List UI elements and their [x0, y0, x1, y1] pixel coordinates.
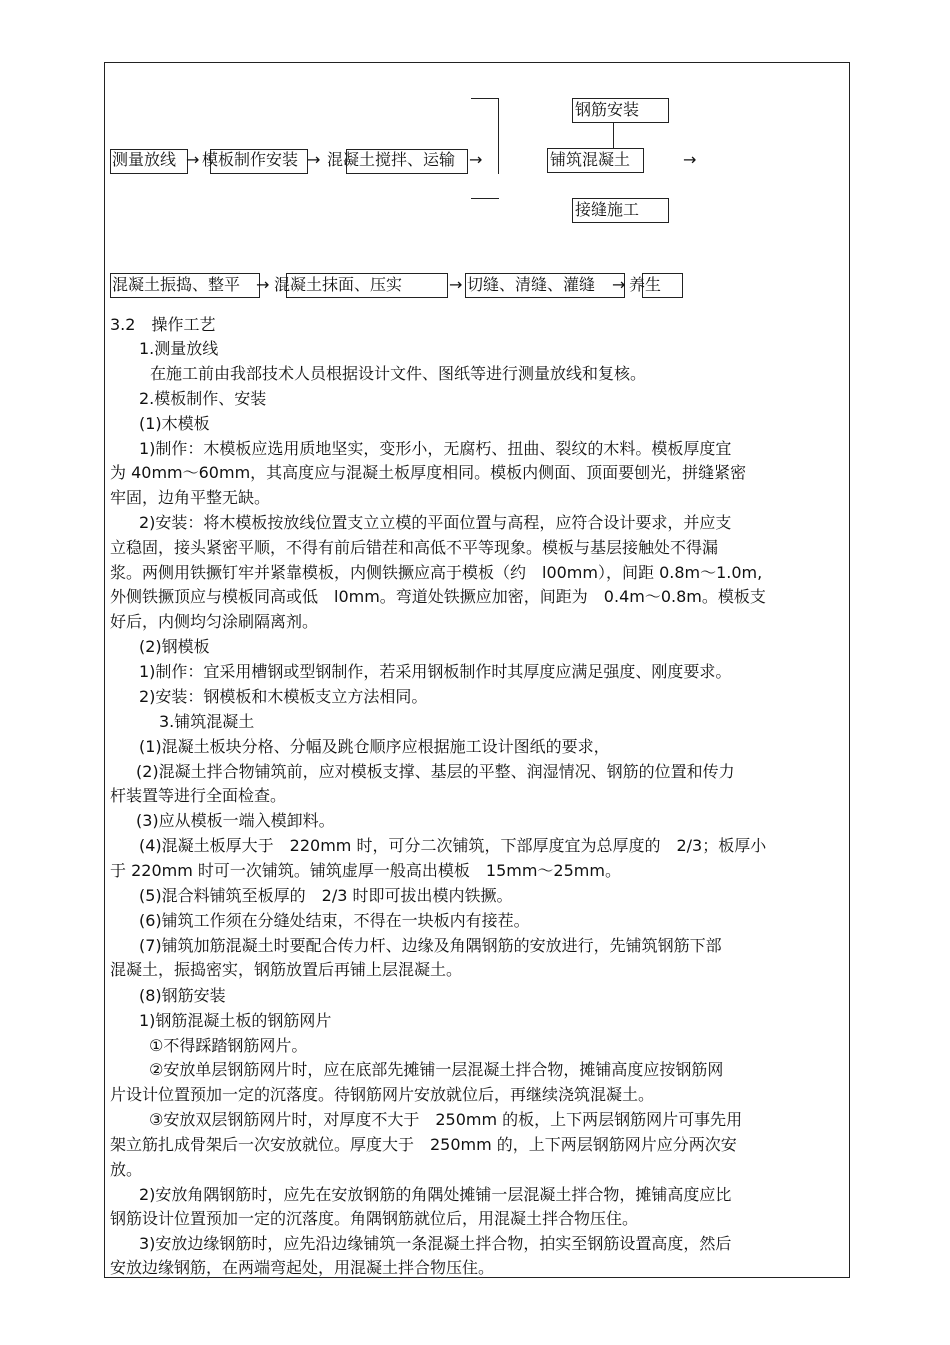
- paragraph-line: 外侧铁撅顶应与模板同高或低 l0mm。弯道处铁撅应加密，间距为 0.4m～0.8m。模板支: [110, 587, 766, 606]
- flow-step-formwork: 模板制作安装: [202, 150, 299, 169]
- paragraph-line: 杆装置等进行全面检查。: [110, 786, 287, 805]
- paragraph-line: 1)制作：宜采用槽钢或型钢制作，若采用钢板制作时其厚度应满足强度、刚度要求。: [139, 662, 732, 681]
- bracket-bottom-line: [471, 198, 499, 199]
- flow-step-curing: 养生: [629, 275, 662, 294]
- paragraph-line: 在施工前由我部技术人员根据设计文件、图纸等进行测量放线和复核。: [150, 364, 647, 383]
- paragraph-line: 为 40mm～60mm，其高度应与混凝土板厚度相同。模板内侧面、顶面要刨光，拼缝紧密: [110, 463, 747, 482]
- bracket-top-line: [471, 98, 499, 99]
- paragraph-line: (5)混合料铺筑至板厚的 2/3 时即可拔出模内铁撅。: [139, 886, 513, 905]
- paragraph-line: 浆。两侧用铁撅钉牢并紧靠模板，内侧铁撅应高于模板（约 l00mm），间距 0.8m～1.0m,: [110, 563, 763, 582]
- subheading: 1.测量放线: [139, 339, 219, 358]
- paragraph-line: 好后，内侧均匀涂刷隔离剂。: [110, 612, 319, 631]
- paragraph-line: (1)混凝土板块分格、分幅及跳仓顺序应根据施工设计图纸的要求，: [139, 737, 610, 756]
- paragraph-line: (7)铺筑加筋混凝土时要配合传力杆、边缘及角隅钢筋的安放进行，先铺筑钢筋下部: [139, 936, 722, 955]
- paragraph-line: (2)混凝土拌合物铺筑前，应对模板支撑、基层的平整、润湿情况、钢筋的位置和传力: [136, 762, 735, 781]
- paragraph-line: 安放边缘钢筋，在两端弯起处，用混凝土拌合物压住。: [110, 1258, 495, 1277]
- flow-arrow: →: [307, 150, 321, 169]
- flow-step-paving: 铺筑混凝土: [550, 150, 631, 169]
- paragraph-line: 2)安装：钢模板和木模板支立方法相同。: [139, 687, 428, 706]
- paragraph-line: 2)安放角隅钢筋时，应先在安放钢筋的角隅处摊铺一层混凝土拌合物，摊铺高度应比: [139, 1185, 732, 1204]
- flow-step-joints: 接缝施工: [575, 200, 640, 219]
- flow-arrow: →: [256, 275, 270, 294]
- paragraph-line: (3)应从模板一端入模卸料。: [136, 811, 335, 830]
- paragraph-line: 混凝土，振捣密实，钢筋放置后再铺上层混凝土。: [110, 960, 463, 979]
- paragraph-line: 放。: [110, 1160, 143, 1179]
- paragraph-line: (4)混凝土板厚大于 220mm 时，可分二次铺筑，下部厚度宜为总厚度的 2/3；板厚小: [139, 836, 767, 855]
- rebar-connector-line: [613, 122, 614, 148]
- flow-step-rebar: 钢筋安装: [575, 100, 640, 119]
- flow-step-finishing: 混凝土抹面、压实: [274, 275, 403, 294]
- paragraph-line: 牢固，边角平整无缺。: [110, 488, 271, 507]
- paragraph-line: 于 220mm 时可一次铺筑。铺筑虚厚一般高出模板 15mm～25mm。: [110, 861, 621, 880]
- paragraph-line: 1)钢筋混凝土板的钢筋网片: [139, 1011, 332, 1030]
- subheading: (8)钢筋安装: [139, 986, 226, 1005]
- paragraph-line: 钢筋设计位置预加一定的沉落度。角隅钢筋就位后，用混凝土拌合物压住。: [110, 1209, 639, 1228]
- paragraph-line: 1)制作：木模板应选用质地坚实，变形小，无腐朽、扭曲、裂纹的木料。模板厚度宜: [139, 439, 732, 458]
- flow-step-cutting: 切缝、清缝、灌缝: [467, 275, 596, 294]
- paragraph-line: ③安放双层钢筋网片时，对厚度不大于 250mm 的板，上下两层钢筋网片可事先用: [149, 1110, 743, 1129]
- subheading: (1)木模板: [139, 414, 210, 433]
- flow-arrow: →: [612, 275, 626, 294]
- section-heading: 3.2 操作工艺: [110, 315, 216, 334]
- subheading: 3.铺筑混凝土: [159, 712, 255, 731]
- flow-arrow: →: [469, 150, 483, 169]
- paragraph-line: ②安放单层钢筋网片时，应在底部先摊铺一层混凝土拌合物，摊铺高度应按钢筋网: [149, 1060, 724, 1079]
- paragraph-line: ①不得踩踏钢筋网片。: [149, 1036, 308, 1055]
- paragraph-line: 2)安装：将木模板按放线位置支立立模的平面位置与高程，应符合设计要求，并应支: [139, 513, 732, 532]
- subheading: 2.模板制作、安装: [139, 389, 267, 408]
- flow-arrow: →: [449, 275, 463, 294]
- paragraph-line: 3)安放边缘钢筋时，应先沿边缘铺筑一条混凝土拌合物，拍实至钢筋设置高度，然后: [139, 1234, 732, 1253]
- paragraph-line: 立稳固，接头紧密平顺，不得有前后错茬和高低不平等现象。模板与基层接触处不得漏: [110, 538, 719, 557]
- flow-arrow: →: [186, 150, 200, 169]
- paragraph-line: (6)铺筑工作须在分缝处结束，不得在一块板内有接茬。: [139, 911, 530, 930]
- flow-arrow: →: [683, 150, 697, 169]
- flow-step-survey: 测量放线: [112, 150, 177, 169]
- flow-step-mixing: 混凝土搅拌、运输: [327, 150, 456, 169]
- bracket-vertical-line: [498, 98, 499, 174]
- paragraph-line: 架立筋扎成骨架后一次安放就位。厚度大于 250mm 的，上下两层钢筋网片应分两次安: [110, 1135, 737, 1154]
- subheading: (2)钢模板: [139, 637, 210, 656]
- paragraph-line: 片设计位置预加一定的沉落度。待钢筋网片安放就位后，再继续浇筑混凝土。: [110, 1085, 655, 1104]
- flow-step-vibrate: 混凝土振捣、整平: [112, 275, 241, 294]
